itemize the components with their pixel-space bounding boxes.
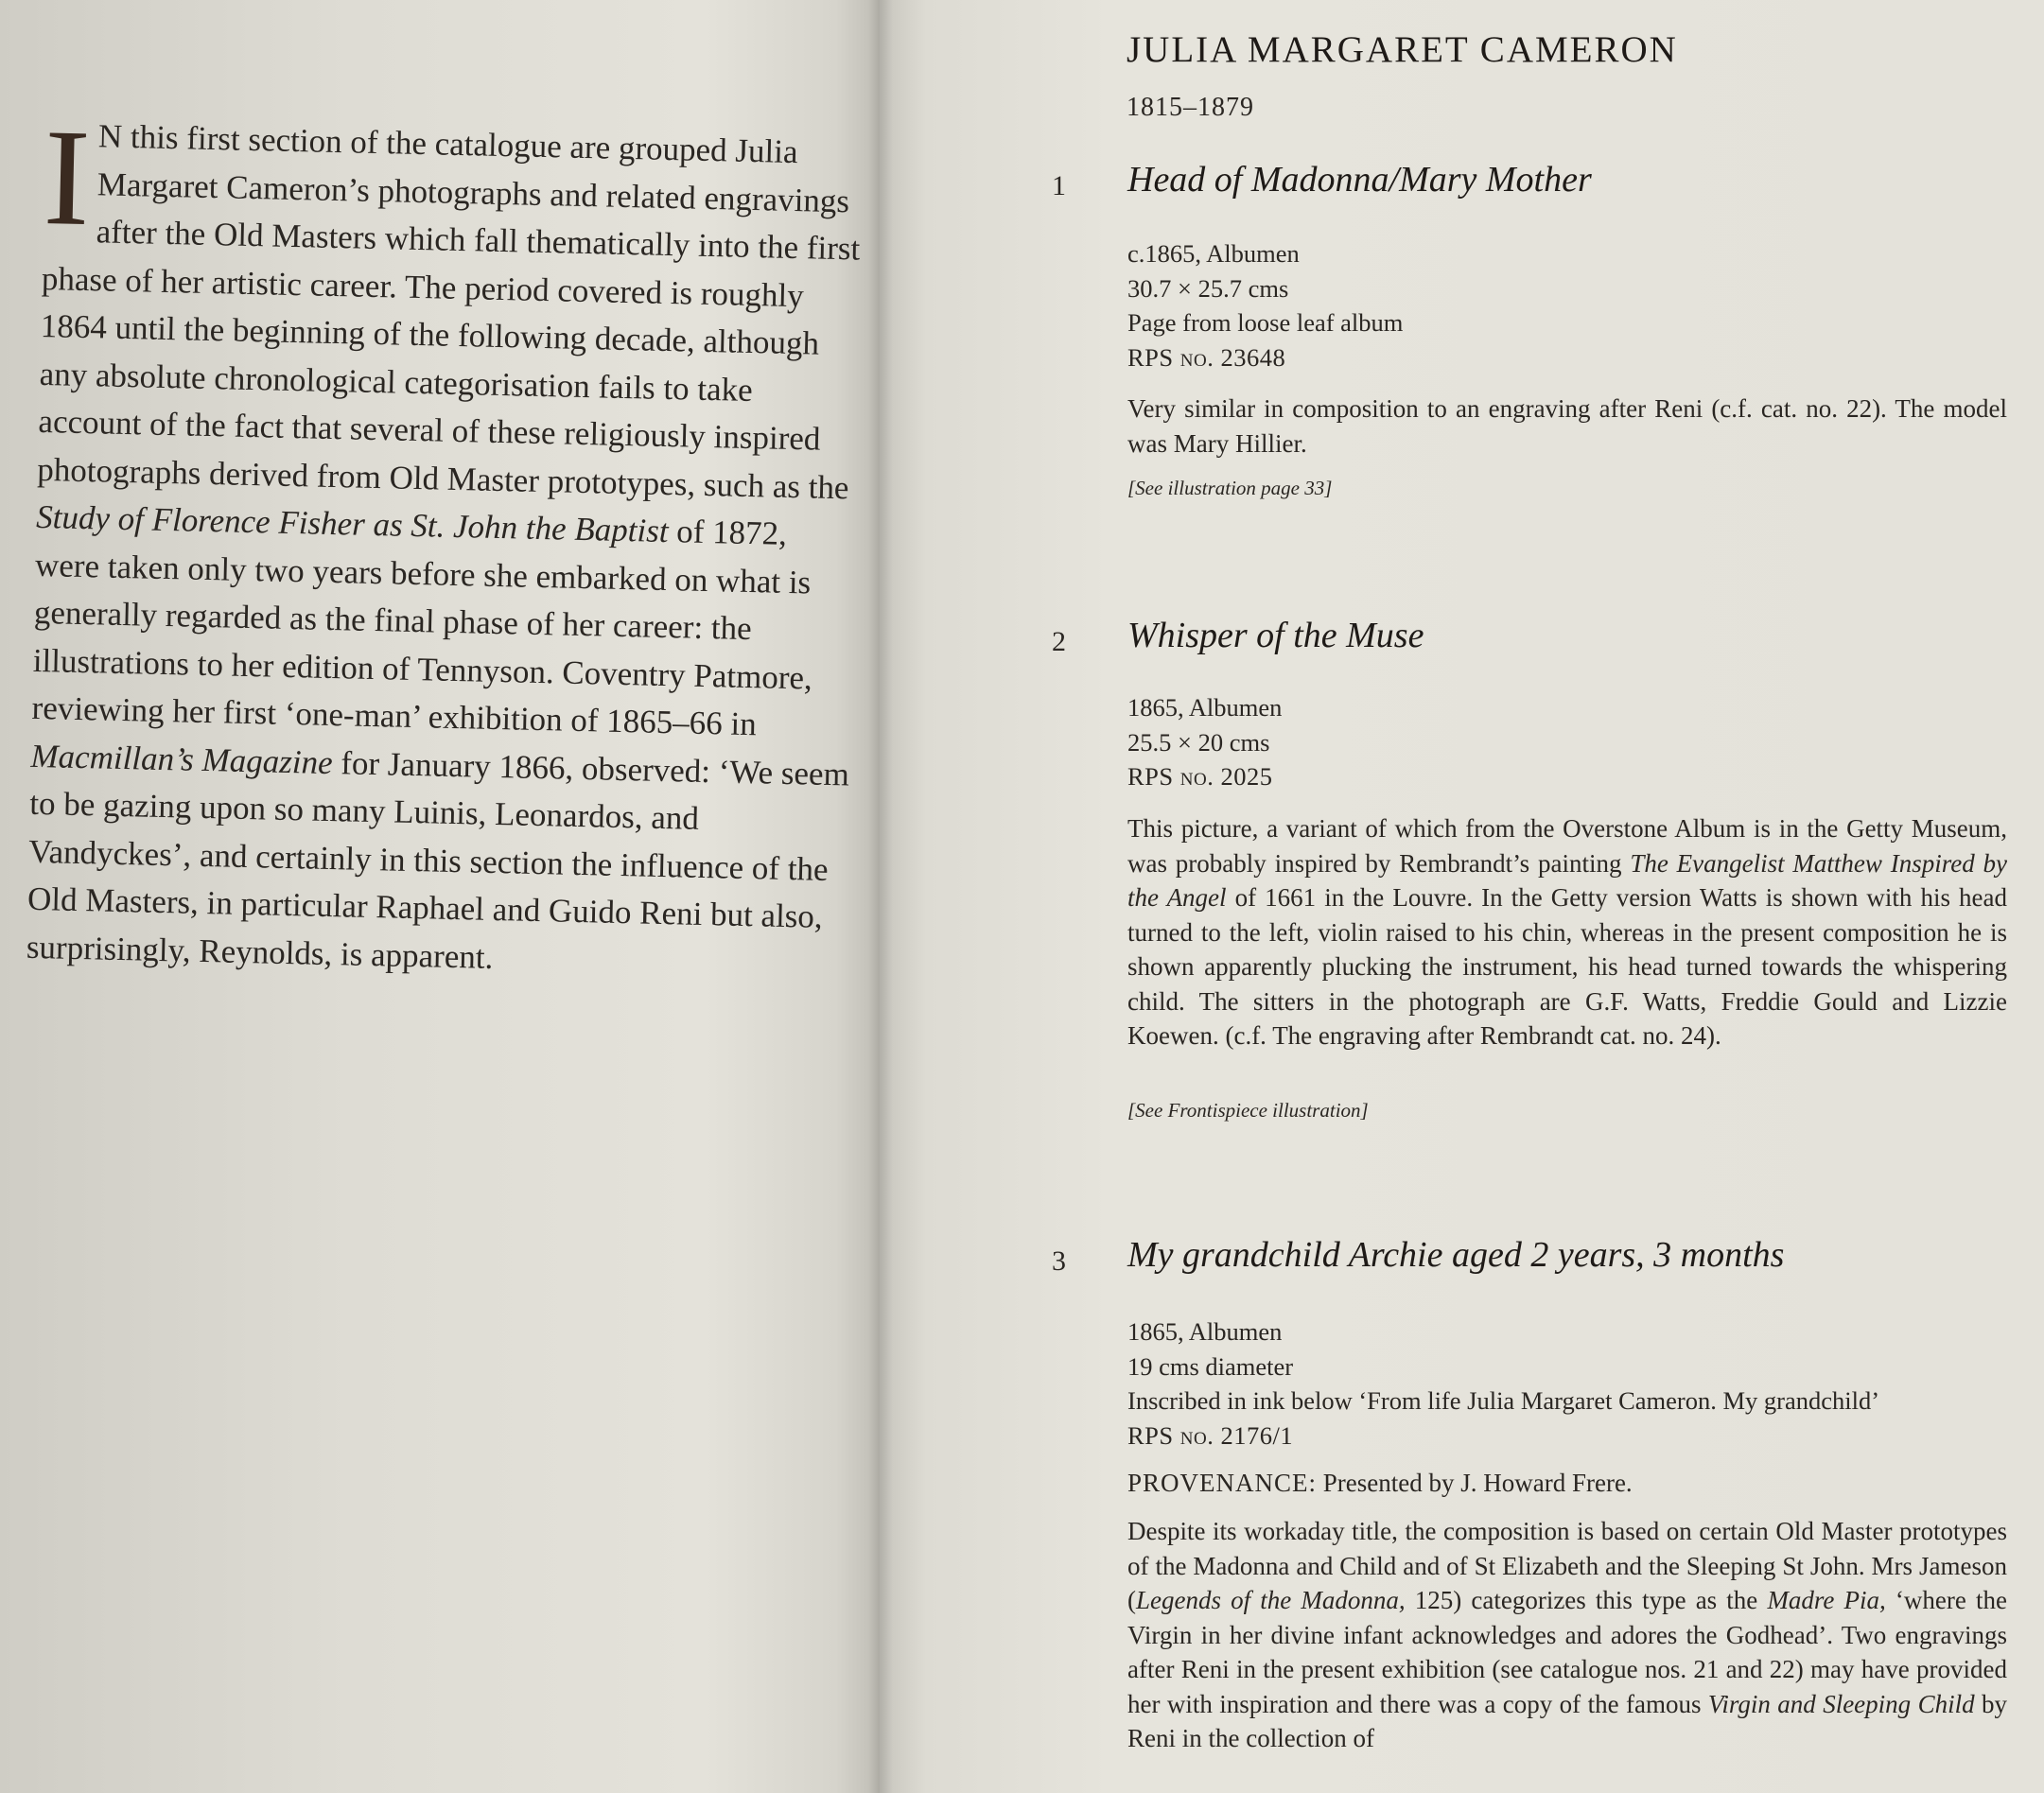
entry-description-a: Despite its workaday title, the composition is based on certain Old Master prototypes of the Madonna and Child and of St Elizabeth and the Sleeping St John. Mrs Jameson (: [1127, 1517, 2007, 1614]
entry-size: 25.5 × 20 cms: [1127, 727, 1270, 757]
intro-part-3: for January 1866, observed: ‘We seem to be gazing upon so many Luinis, Leonardos, and Vandyckes’, and certainly in this section the influence of the Old Masters, in particular Raphael and Guido Reni but also, surprisingly, Reynolds, is apparent.: [26, 743, 850, 976]
intro-italic-macmillans: Macmillan’s Magazine: [30, 737, 334, 781]
entry-provenance: [1127, 1469, 1633, 1498]
entry-note: [See illustration page 33]: [1127, 477, 1333, 499]
entry-description-d: by Reni in the collection of: [1127, 1689, 2008, 1752]
entry-title: Head of Madonna/Mary Mother: [1127, 160, 1592, 200]
entry-details: [1127, 236, 2007, 374]
entry-date-medium: 1865, Albumen: [1127, 693, 1283, 722]
provenance-text: Presented by J. Howard Frere.: [1317, 1469, 1633, 1497]
intro-text: [26, 100, 867, 990]
entry-description-b: of 1661 in the Louvre. In the Getty version Watts is shown with his head turned to the left, violin raised to his chin, whereas in the present composition he is shown apparently plucking the instrument, his head turned towards the whispering child. The sitters in the photograph are G.F. Watts, Freddie Gould and Lizzie Koewen. (c.f. The engraving after Rembrandt cat. no. 24).: [1127, 883, 2007, 1050]
entry-number: 3: [1052, 1245, 1066, 1277]
entry-description-italic-1: Legends of the Madonna,: [1136, 1586, 1406, 1614]
entry-description-c: ‘where the Virgin in her divine infant acknowledges and adores the Godhead’. Two engravings after Reni in the present exhibition (see catalogue nos. 21 and 22) may have provided her with inspiration and there was a copy of the famous: [1127, 1586, 2007, 1718]
entry-number: 2: [1052, 626, 1066, 657]
intro-part-1: N this first section of the catalogue are grouped Julia Margaret Cameron’s photographs and related engravings after the Old Masters which fall thematically into the first phase of her artistic career. The period covered is roughly 1864 until the beginning of the following decade, although any absolute chronological categorisation fails to take account of the fact that several of these religiously inspired photographs derived from Old Master prototypes, such as the: [36, 117, 861, 506]
entry-size: 30.7 × 25.7 cms: [1127, 273, 1289, 303]
entry-description-italic-3: Virgin and Sleeping Child: [1707, 1689, 1975, 1718]
entry-description-italic: The Evangelist Matthew Inspired by the Angel: [1127, 848, 2008, 912]
entry-extra: Page from loose leaf album: [1127, 308, 1404, 337]
entry-date-medium: c.1865, Albumen: [1127, 239, 1300, 268]
left-page: [0, 0, 880, 1793]
book-gutter: [868, 0, 893, 1793]
artist-name: JULIA MARGARET CAMERON: [1127, 29, 1678, 70]
entry-description-a: This picture, a variant of which from the Overstone Album is in the Getty Museum, was probably inspired by Rembrandt’s painting: [1127, 814, 2007, 878]
entry-extra: Inscribed in ink below ‘From life Julia Margaret Cameron. My grandchild’: [1127, 1386, 1880, 1415]
entry-description: [1127, 811, 2007, 1053]
entry-rps-number: RPS no. 23648: [1127, 342, 1286, 372]
entry-date-medium: 1865, Albumen: [1127, 1317, 1283, 1346]
entry-rps-number: RPS no. 2025: [1127, 762, 1273, 791]
entry-description-b: 125) categorizes this type as the: [1405, 1586, 1768, 1614]
entry-title: Whisper of the Muse: [1127, 616, 1424, 655]
intro-italic-florence-fisher: Study of Florence Fisher as St. John the Baptist: [35, 497, 670, 550]
entry-size: 19 cms diameter: [1127, 1351, 1294, 1381]
entry-rps-number: RPS no. 2176/1: [1127, 1420, 1294, 1450]
artist-dates: 1815–1879: [1127, 93, 1254, 122]
entry-details: [1127, 690, 2007, 794]
entry-description-text: Very similar in composition to an engraving after Reni (c.f. cat. no. 22). The model was Mary Hillier.: [1127, 394, 2007, 458]
entry-title: My grandchild Archie aged 2 years, 3 months: [1127, 1235, 1785, 1275]
provenance-label: PROVENANCE:: [1127, 1469, 1318, 1497]
entry-number: 1: [1052, 170, 1066, 201]
entry-description-italic-2: Madre Pia,: [1767, 1586, 1886, 1614]
entry-note: [See Frontispiece illustration]: [1127, 1099, 1369, 1122]
drop-cap: I: [42, 100, 92, 255]
intro-part-2: of 1872, were taken only two years before she embarked on what is generally regarded as the final phase of her career: the illustrations to her edition of Tennyson. Coventry Patmore, reviewing her first ‘one-man’ exhibition of 1865–66 in: [31, 513, 813, 743]
entry-description: [1127, 1514, 2007, 1756]
entry-description: [1127, 392, 2007, 461]
entry-details: [1127, 1314, 2007, 1453]
